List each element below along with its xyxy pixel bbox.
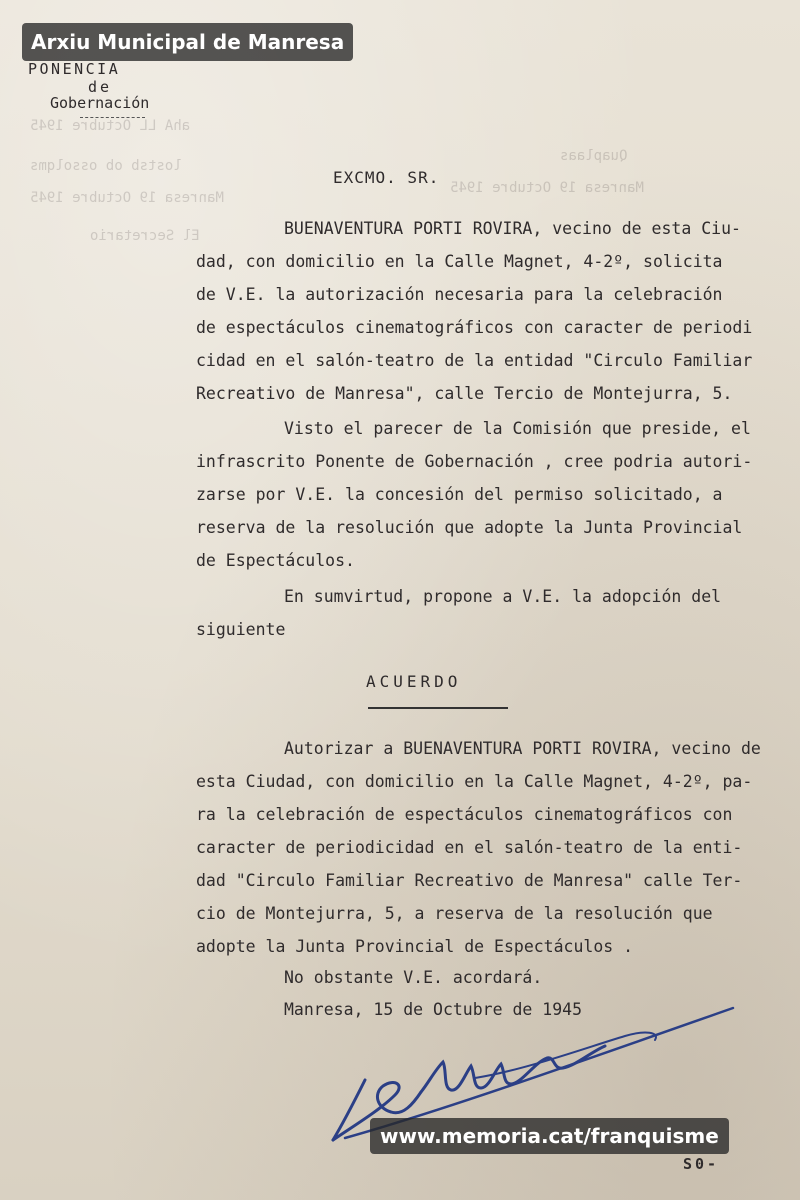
letterhead-underline — [80, 117, 145, 118]
letterhead-gobernacion: Gobernación — [50, 94, 150, 112]
text-line: cio de Montejurra, 5, a reserva de la resolución que — [196, 904, 713, 923]
text-line: de V.E. la autorización necesaria para la celebración — [196, 285, 723, 304]
text-line: Recreativo de Manresa", calle Tercio de Montejurra, 5. — [196, 384, 733, 403]
text-line: siguiente — [196, 620, 286, 639]
page-number-mark: S0- — [683, 1155, 720, 1173]
text-line: dad "Circulo Familiar Recreativo de Manresa" calle Ter- — [196, 871, 743, 890]
text-line: zarse por V.E. la concesión del permiso solicitado, a — [196, 485, 723, 504]
text-line: cidad en el salón-teatro de la entidad "Circulo Familiar — [196, 351, 753, 370]
bleed-through-text: Quaplaas — [560, 148, 628, 164]
text-line: infrascrito Ponente de Gobernación , cree podria autori- — [196, 452, 753, 471]
text-line: de Espectáculos. — [196, 551, 355, 570]
text-line: dad, con domicilio en la Calle Magnet, 4-2º, solicita — [196, 252, 723, 271]
paragraph-request — [196, 212, 796, 410]
text-line: BUENAVENTURA PORTI ROVIRA, vecino de esta Ciu- — [284, 219, 741, 238]
acuerdo-heading: ACUERDO — [366, 672, 462, 691]
letterhead-ponencia: PONENCIA — [28, 60, 121, 78]
text-line: esta Ciudad, con domicilio en la Calle Magnet, 4-2º, pa- — [196, 772, 753, 791]
archive-watermark-label: Arxiu Municipal de Manresa — [22, 23, 353, 61]
text-line: de espectáculos cinematográficos con caracter de periodi — [196, 318, 753, 337]
text-line: Autorizar a BUENAVENTURA PORTI ROVIRA, vecino de — [284, 739, 761, 758]
bleed-through-text: El Secretario — [90, 228, 200, 244]
bleed-through-text: Manresa 19 Octubre 1945 — [450, 180, 644, 196]
website-watermark-label: www.memoria.cat/franquisme — [370, 1118, 729, 1154]
salutation: EXCMO. SR. — [333, 168, 440, 187]
acuerdo-underline — [368, 707, 508, 709]
bleed-through-text: lostsb ob ossolqms — [30, 158, 182, 174]
text-line: caracter de periodicidad en el salón-teatro de la enti- — [196, 838, 743, 857]
closing-line: No obstante V.E. acordará. — [284, 968, 543, 987]
paragraph-opinion — [196, 412, 796, 577]
text-line: adopte la Junta Provincial de Espectáculos . — [196, 937, 634, 956]
letterhead-de: de — [88, 78, 113, 96]
place-date: Manresa, 15 de Octubre de 1945 — [284, 1000, 583, 1019]
paragraph-agreement — [196, 732, 796, 963]
text-line: reserva de la resolución que adopte la Junta Provincial — [196, 518, 743, 537]
text-line: ra la celebración de espectáculos cinematográficos con — [196, 805, 733, 824]
bleed-through-text: Manresa 19 Octubre 1945 — [30, 190, 224, 206]
paragraph-proposal — [196, 580, 796, 646]
bleed-through-text: ahA LL Octubre 1945 — [30, 118, 191, 134]
text-line: Visto el parecer de la Comisión que preside, el — [284, 419, 751, 438]
text-line: En sumvirtud, propone a V.E. la adopción del — [284, 587, 722, 606]
